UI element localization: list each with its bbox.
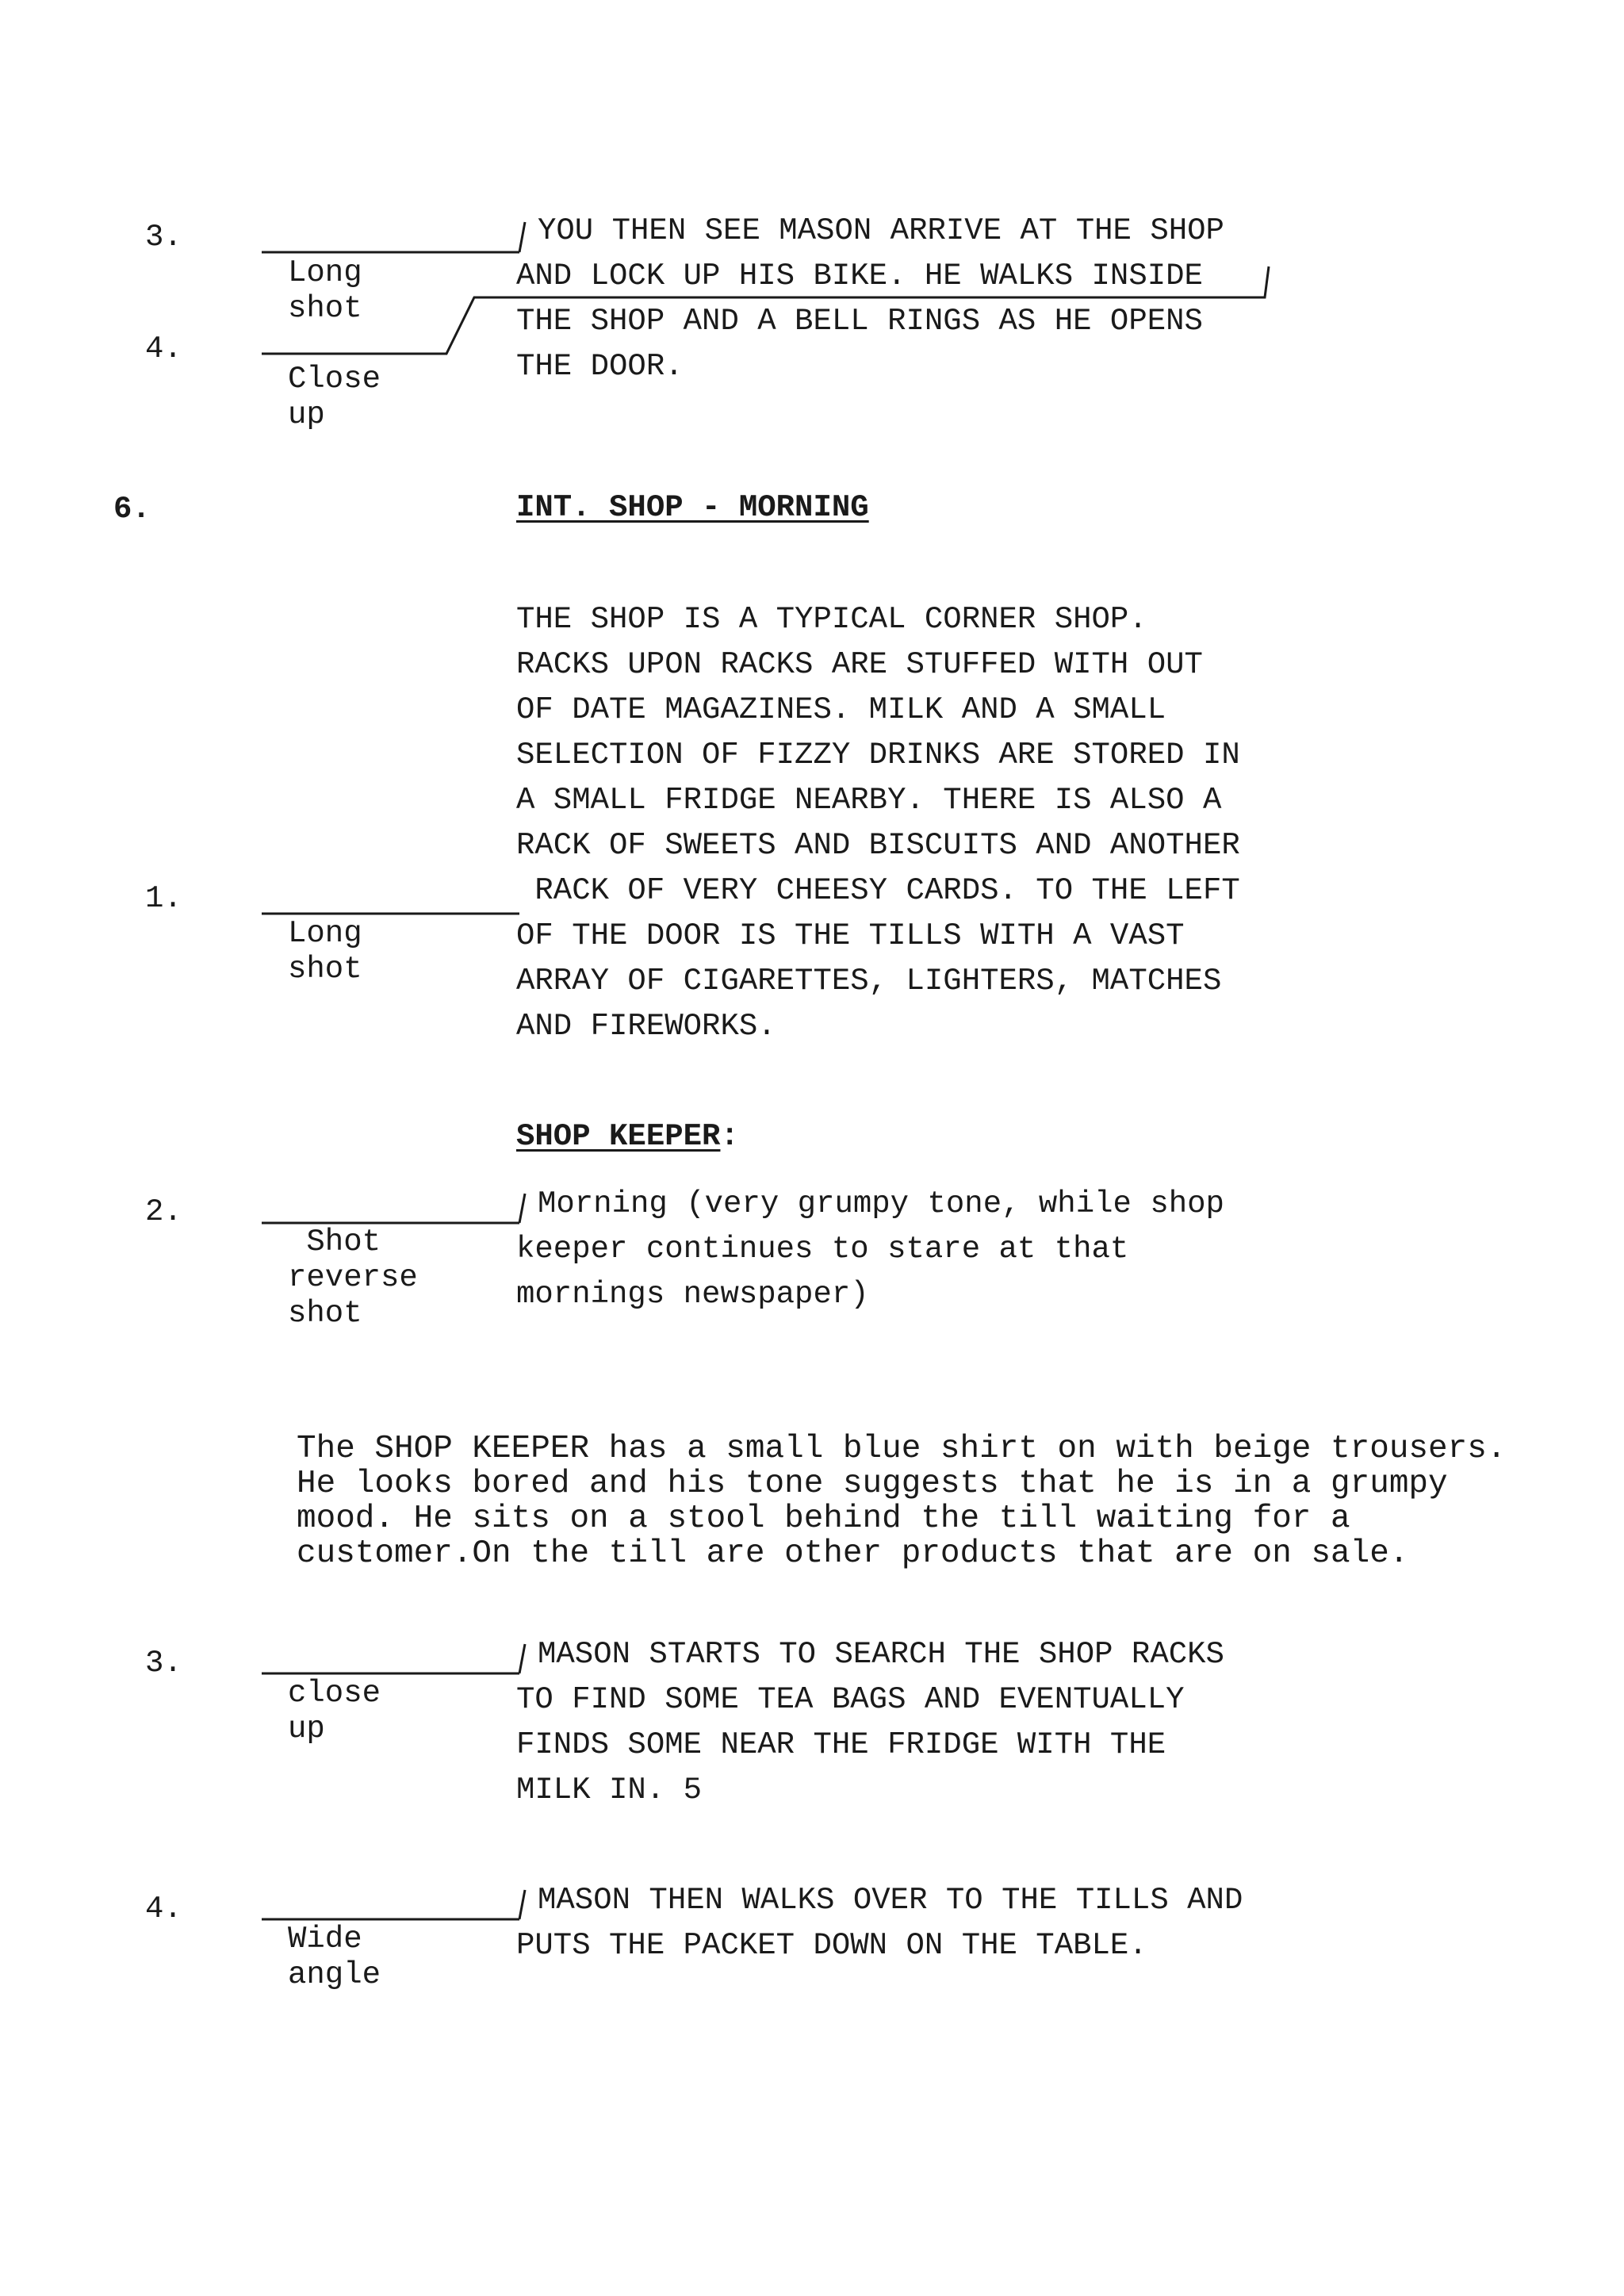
shot-number: 2. (145, 1194, 182, 1229)
scene-number: 6. (113, 492, 151, 527)
description-line: customer.On the till are other products that are on sale. (297, 1535, 1409, 1572)
action-line: RACK OF SWEETS AND BISCUITS AND ANOTHER (516, 828, 1240, 863)
action-line: YOU THEN SEE MASON ARRIVE AT THE SHOP (538, 213, 1224, 248)
shot-tick-6-3 (519, 1644, 525, 1673)
action-line: OF DATE MAGAZINES. MILK AND A SMALL (516, 692, 1166, 727)
action-line: OF THE DOOR IS THE TILLS WITH A VAST (516, 918, 1185, 953)
shot-number: 3. (145, 1646, 182, 1681)
action-line: RACK OF VERY CHEESY CARDS. TO THE LEFT (516, 873, 1240, 908)
dialogue-line: Morning (very grumpy tone, while shop (538, 1186, 1224, 1221)
action-line: FINDS SOME NEAR THE FRIDGE WITH THE (516, 1727, 1166, 1762)
action-line: PUTS THE PACKET DOWN ON THE TABLE. (516, 1928, 1147, 1963)
character-colon: : (720, 1119, 739, 1154)
action-line: MASON STARTS TO SEARCH THE SHOP RACKS (538, 1637, 1224, 1672)
action-line: MILK IN. 5 (516, 1773, 703, 1807)
shot-type-label: Close up (288, 362, 381, 432)
action-line: THE SHOP IS A TYPICAL CORNER SHOP. (516, 602, 1147, 637)
shot-number: 4. (145, 1892, 182, 1926)
action-line: THE DOOR. (516, 349, 684, 384)
action-line: AND LOCK UP HIS BIKE. HE WALKS INSIDE (516, 259, 1203, 293)
scene-heading: INT. SHOP - MORNING (516, 490, 869, 525)
shot-type-label: Long shot (288, 916, 362, 987)
description-line: The SHOP KEEPER has a small blue shirt on with beige trousers. (297, 1431, 1507, 1467)
shot-type-label: Shot reverse shot (288, 1225, 418, 1331)
action-line: AND FIREWORKS. (516, 1009, 776, 1044)
dialogue-line: mornings newspaper) (516, 1277, 869, 1312)
action-line: RACKS UPON RACKS ARE STUFFED WITH OUT (516, 647, 1203, 682)
action-line: A SMALL FRIDGE NEARBY. THERE IS ALSO A (516, 783, 1222, 818)
shot-number: 1. (145, 881, 182, 916)
shot-number: 3. (145, 220, 182, 255)
shot-tick-7-4 (519, 1890, 525, 1919)
action-line: THE SHOP AND A BELL RINGS AS HE OPENS (516, 304, 1203, 339)
character-cue (516, 1114, 739, 1159)
shot-tick-4-2 (519, 1194, 525, 1223)
description-line: He looks bored and his tone suggests that he is in a grumpy (297, 1466, 1448, 1502)
shot-tick-1-3 (519, 222, 525, 252)
action-line: SELECTION OF FIZZY DRINKS ARE STORED IN (516, 738, 1240, 772)
action-line: MASON THEN WALKS OVER TO THE TILLS AND (538, 1883, 1243, 1918)
dialogue-line: keeper continues to stare at that (516, 1232, 1129, 1267)
description-line: mood. He sits on a stool behind the till waiting for a (297, 1501, 1350, 1537)
shot-number: 4. (145, 332, 182, 366)
action-line: ARRAY OF CIGARETTES, LIGHTERS, MATCHES (516, 964, 1222, 999)
character-name: SHOP KEEPER (516, 1119, 721, 1154)
action-line: TO FIND SOME TEA BAGS AND EVENTUALLY (516, 1682, 1185, 1717)
shot-type-label: Wide angle (288, 1922, 381, 1992)
shot-type-label: Long shot (288, 255, 362, 326)
shot-type-label: close up (288, 1676, 381, 1746)
